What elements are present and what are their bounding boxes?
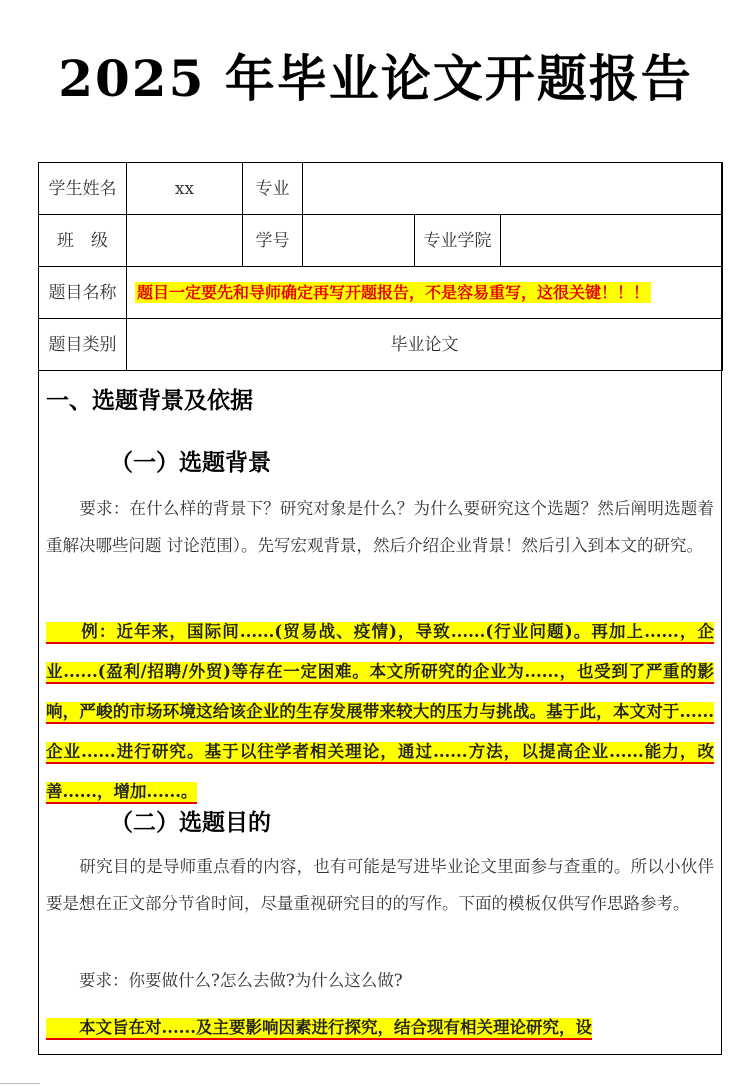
- class-value[interactable]: [127, 215, 243, 267]
- purpose-requirement: 要求：你要做什么?怎么去做?为什么这么做?: [46, 971, 403, 990]
- topic-warning-text: 题目一定要先和导师确定再写开题报告，不是容易重写，这很关键！！！: [137, 282, 650, 302]
- major-label: 专业: [243, 163, 303, 215]
- topic-type-value[interactable]: 毕业论文: [127, 319, 723, 371]
- subheading-purpose: （二）选题目的: [110, 810, 271, 836]
- student-name-value[interactable]: xx: [127, 163, 243, 215]
- class-label: 班 级: [39, 215, 127, 267]
- background-example-text: 例：近年来，国际间......(贸易战、疫情)，导致......(行业问题)。再加上......，企业......(盈利/招聘/外贸)等存在一定困难。本文所研究的企业为......，也受到了严重的影响，严峻的市场环境这给该企业的生存发展带来较大的压力与挑战。基于此，本文对于......企业......进行研究。基于以往学者相关理论，通过......方法，以提高企业......能力，改善......，增加......。: [46, 622, 714, 804]
- page-bottom-mark: [0, 1083, 40, 1087]
- background-requirement: 要求：在什么样的背景下？研究对象是什么？为什么要研究这个选题？然后阐明选题着重解决哪些问题 讨论范围）。先写宏观背景，然后介绍企业背景！然后引入到本文的研究。: [46, 499, 714, 555]
- student-id-value[interactable]: [303, 215, 415, 267]
- subheading-background: （一）选题背景: [110, 450, 271, 476]
- document-title: 2025 年毕业论文开题报告: [58, 49, 693, 108]
- student-name-label: 学生姓名: [39, 163, 127, 215]
- section-heading-background-basis: 一、选题背景及依据: [46, 388, 253, 414]
- college-value[interactable]: [501, 215, 723, 267]
- student-id-label: 学号: [243, 215, 303, 267]
- purpose-intro: 研究目的是导师重点看的内容，也有可能是写进毕业论文里面参与查重的。所以小伙伴要是想在正文部分节省时间，尽量重视研究目的的写作。下面的模板仅供写作思路参考。: [46, 857, 714, 913]
- major-value[interactable]: [303, 163, 723, 215]
- info-table: [38, 162, 723, 371]
- college-label: 专业学院: [415, 215, 501, 267]
- purpose-example-text: 本文旨在对......及主要影响因素进行探究，结合现有相关理论研究，设: [46, 1018, 592, 1040]
- topic-label: 题目名称: [39, 267, 127, 319]
- purpose-example: [46, 1008, 714, 1048]
- topic-type-label: 题目类别: [39, 319, 127, 371]
- topic-value-cell[interactable]: [127, 267, 723, 319]
- background-example: [46, 612, 714, 812]
